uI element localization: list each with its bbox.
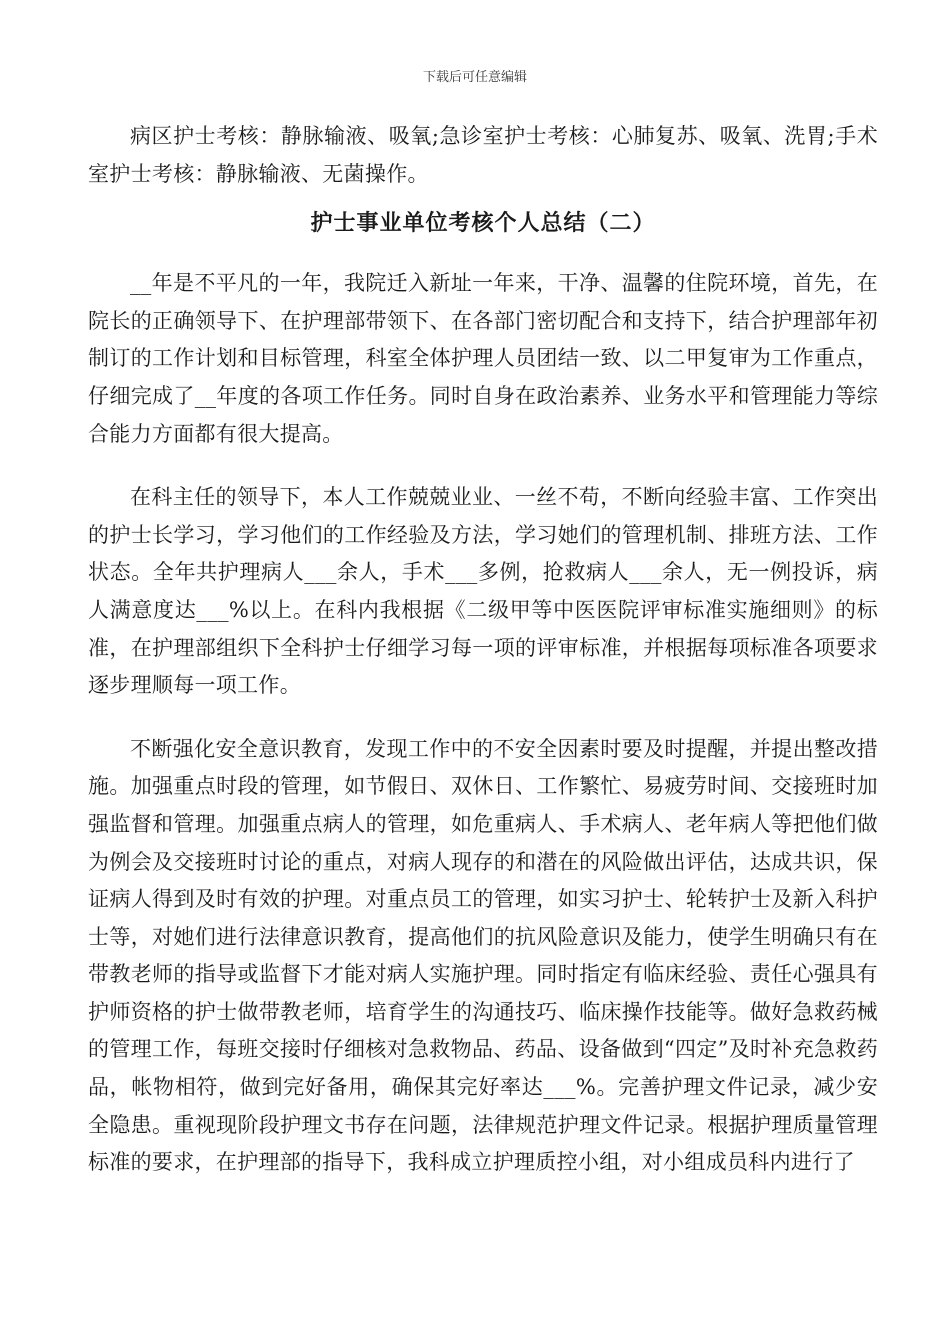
body-paragraph-1: __年是不平凡的一年，我院迁入新址一年来，干净、温馨的住院环境，首先，在院长的正确领导下、在护理部带领下、在各部门密切配合和支持下，结合护理部年初制订的工作计划和目标管理，科室全体护理人员团结一致、以二甲复审为工作重点，仔细完成了__年度的各项工作任务。同时自身在政治素养、业务水平和管理能力等综合能力方面都有很大提高。 [88,271,878,446]
header-note: 下载后可任意编辑 [422,70,527,85]
body-paragraph-2: 在科主任的领导下，本人工作兢兢业业、一丝不苟，不断向经验丰富、工作突出的护士长学习，学习他们的工作经验及方法，学习她们的管理机制、排班方法、工作状态。全年共护理病人___余人，手术___多例，抢救病人___余人，无一例投诉，病人满意度达___%以上。在科内我根据《二级甲等中医医院评审标准实施细则》的标准，在护理部组织下全科护士仔细学习每一项的评审标准，并根据每项标准各项要求逐步理顺每一项工作。 [88,485,878,698]
section-title: 护士事业单位考核个人总结（二） [310,211,656,237]
intro-paragraph: 病区护士考核：静脉输液、吸氧;急诊室护士考核：心肺复苏、吸氧、洗胃;手术室护士考核：静脉输液、无菌操作。 [88,124,878,186]
body-paragraph-3: 不断强化安全意识教育，发现工作中的不安全因素时要及时提醒，并提出整改措施。加强重点时段的管理，如节假日、双休日、工作繁忙、易疲劳时间、交接班时加强监督和管理。加强重点病人的管理，如危重病人、手术病人、老年病人等把他们做为例会及交接班时讨论的重点，对病人现存的和潜在的风险做出评估，达成共识，保证病人得到及时有效的护理。对重点员工的管理，如实习护士、轮转护士及新入科护士等，对她们进行法律意识教育，提高他们的抗风险意识及能力，使学生明确只有在带教老师的指导或监督下才能对病人实施护理。同时指定有临床经验、责任心强具有护师资格的护士做带教老师，培育学生的沟通技巧、临床操作技能等。做好急救药械的管理工作，每班交接时仔细核对急救物品、药品、设备做到“四定”及时补充急救药品，帐物相符，做到完好备用，确保其完好率达___%。完善护理文件记录，减少安全隐患。重视现阶段护理文书存在问题，法律规范护理文件记录。根据护理质量管理标准的要求，在护理部的指导下，我科成立护理质控小组，对小组成员科内进行了 [88,736,878,1175]
document-body [88,118,878,1182]
